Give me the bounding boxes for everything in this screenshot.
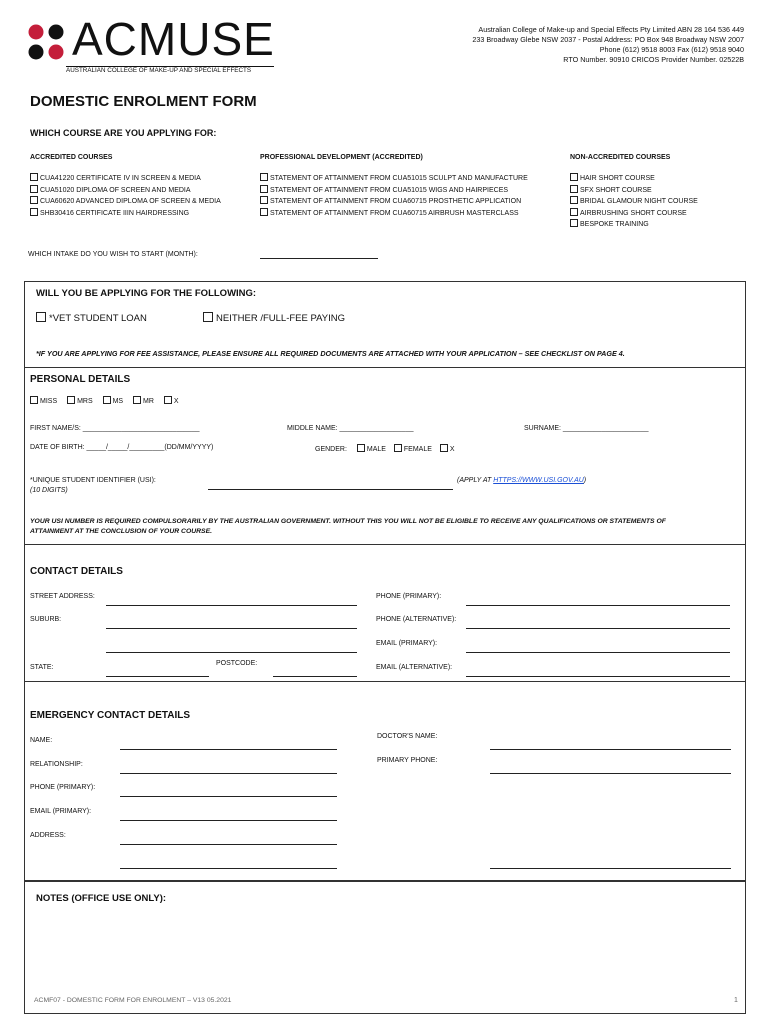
checkbox-icon[interactable] [203,312,213,322]
suburb-label: SUBURB: [30,616,62,623]
title-option-mr[interactable]: MR [133,398,154,405]
checkbox-icon[interactable] [103,396,111,404]
dob-field[interactable]: DATE OF BIRTH: _____/_____/_________(DD/MM/YYYY) [30,444,214,451]
emergency-phone-label: PHONE (PRIMARY): [30,784,96,791]
college-info-line: RTO Number. 90910 CRICOS Provider Number. 02522B [563,55,744,64]
street-label: STREET ADDRESS: [30,593,95,600]
suburb-field-2[interactable] [106,652,357,653]
college-info-line: Phone (612) 9518 8003 Fax (612) 9518 9040 [599,45,744,54]
emergency-address-label: ADDRESS: [30,832,66,839]
course-question: WHICH COURSE ARE YOU APPLYING FOR: [30,128,217,138]
title-option-mrs[interactable]: MRS [67,398,93,405]
emergency-name-label: NAME: [30,737,53,744]
accredited-heading: ACCREDITED COURSES [30,154,113,161]
logo [26,13,276,76]
checkbox-icon[interactable] [260,173,268,181]
emergency-email-label: EMAIL (PRIMARY): [30,808,92,815]
footer-form-code: ACMF07 - DOMESTIC FORM FOR ENROLMENT – V13 05.2021 [34,997,232,1004]
checkbox-icon[interactable] [30,208,38,216]
checkbox-icon[interactable] [570,219,578,227]
college-info [472,25,744,65]
doctor-extra-field[interactable] [490,868,731,869]
notes-heading: NOTES (OFFICE USE ONLY): [36,893,167,904]
course-option[interactable]: CUA60620 ADVANCED DIPLOMA OF SCREEN & MEDIA [30,196,221,208]
usi-field[interactable] [208,489,453,490]
relationship-label: RELATIONSHIP: [30,761,83,768]
usi-label: *UNIQUE STUDENT IDENTIFIER (USI): [30,477,156,484]
page-title: DOMESTIC ENROLMENT FORM [30,93,257,110]
course-option[interactable]: SFX SHORT COURSE [570,185,698,197]
surname-field[interactable]: SURNAME: ______________________ [524,425,649,432]
emergency-phone-field[interactable] [120,796,337,797]
email-primary-label: EMAIL (PRIMARY): [376,640,438,647]
page-number: 1 [734,997,738,1004]
gender-option-female[interactable]: FEMALE [394,446,432,453]
course-option[interactable]: BESPOKE TRAINING [570,219,698,231]
checkbox-icon[interactable] [394,444,402,452]
title-option-ms[interactable]: MS [103,398,124,405]
doctor-phone-field[interactable] [490,773,731,774]
checkbox-icon[interactable] [570,185,578,193]
suburb-field[interactable] [106,628,357,629]
state-field[interactable] [106,676,209,677]
checkbox-icon[interactable] [260,185,268,193]
email-primary-field[interactable] [466,652,730,653]
professional-list [260,173,528,219]
professional-heading: PROFESSIONAL DEVELOPMENT (ACCREDITED) [260,154,423,161]
usi-apply-hint: (APPLY AT HTTPS://WWW.USI.GOV.AU) [457,477,587,484]
fee-assistance-note: *IF YOU ARE APPLYING FOR FEE ASSISTANCE, PLEASE ENSURE ALL REQUIRED DOCUMENTS ARE ATTACHED WITH YOUR APPLICATION – SEE CHECKLIST ON PAGE 4. [36,349,625,358]
usi-digits-hint: (10 DIGITS) [30,487,68,494]
checkbox-icon[interactable] [570,173,578,181]
doctor-name-field[interactable] [490,749,731,750]
logo-subtitle: AUSTRALIAN COLLEGE OF MAKE-UP AND SPECIAL EFFECTS [66,67,252,74]
checkbox-icon[interactable] [30,396,38,404]
intake-label: WHICH INTAKE DO YOU WISH TO START (MONTH): [28,251,198,258]
title-option-x[interactable]: X [164,398,179,405]
vet-student-loan-option[interactable]: *VET STUDENT LOAN [36,312,147,324]
checkbox-icon[interactable] [357,444,365,452]
course-option[interactable]: BRIDAL GLAMOUR NIGHT COURSE [570,196,698,208]
street-field[interactable] [106,605,357,606]
usi-website-link[interactable]: HTTPS://WWW.USI.GOV.AU [493,477,584,484]
email-alt-field[interactable] [466,676,730,677]
course-option[interactable]: CUA51020 DIPLOMA OF SCREEN AND MEDIA [30,185,221,197]
checkbox-icon[interactable] [570,208,578,216]
phone-primary-field[interactable] [466,605,730,606]
phone-alt-label: PHONE (ALTERNATIVE): [376,616,457,623]
checkbox-icon[interactable] [30,173,38,181]
emergency-contact-heading: EMERGENCY CONTACT DETAILS [30,710,191,721]
title-options [30,396,179,405]
primary-phone-label: PRIMARY PHONE: [377,757,438,764]
doctor-name-label: DOCTOR'S NAME: [377,733,438,740]
checkbox-icon[interactable] [36,312,46,322]
non-accredited-heading: NON-ACCREDITED COURSES [570,154,671,161]
personal-details-heading: PERSONAL DETAILS [30,374,131,385]
contact-details-heading: CONTACT DETAILS [30,566,123,577]
checkbox-icon[interactable] [67,396,75,404]
college-info-line: Australian College of Make-up and Special Effects Pty Limited ABN 28 164 536 449 [478,25,744,34]
usi-note-line2: ATTAINMENT AT THE CONCLUSION OF YOUR COURSE. [30,528,213,535]
intake-field[interactable] [260,258,378,259]
course-option[interactable]: CUA41220 CERTIFICATE IV IN SCREEN & MEDIA [30,173,221,185]
phone-alt-field[interactable] [466,628,730,629]
email-alt-label: EMAIL (ALTERNATIVE): [376,664,453,671]
state-label: STATE: [30,664,54,671]
course-option[interactable]: HAIR SHORT COURSE [570,173,698,185]
phone-primary-label: PHONE (PRIMARY): [376,593,442,600]
course-option[interactable]: AIRBRUSHING SHORT COURSE [570,208,698,220]
course-option[interactable]: STATEMENT OF ATTAINMENT FROM CUA51015 SCULPT AND MANUFACTURE [260,173,528,185]
gender-group [315,444,455,453]
course-option[interactable]: STATEMENT OF ATTAINMENT FROM CUA60715 PROSTHETIC APPLICATION [260,196,528,208]
emergency-address-field[interactable] [120,844,337,845]
checkbox-icon[interactable] [260,208,268,216]
middle-name-field[interactable]: MIDDLE NAME: ___________________ [287,425,414,432]
checkbox-icon[interactable] [30,185,38,193]
gender-option-x[interactable]: X [440,446,455,453]
logo-dots-icon [26,22,70,66]
postcode-label: POSTCODE: [216,660,258,667]
checkbox-icon[interactable] [133,396,141,404]
college-info-line: 233 Broadway Glebe NSW 2037 - Postal Address: PO Box 948 Broadway NSW 2007 [472,35,744,44]
contact-details-box [24,544,746,683]
course-option[interactable]: SHB30416 CERTIFICATE IIIN HAIRDRESSING [30,208,221,220]
course-option[interactable]: STATEMENT OF ATTAINMENT FROM CUA60715 AIRBRUSH MASTERCLASS [260,208,528,220]
accredited-list [30,173,221,219]
checkbox-icon[interactable] [30,196,38,204]
checkbox-icon[interactable] [440,444,448,452]
gender-label: GENDER: [315,446,347,453]
relationship-field[interactable] [120,773,337,774]
checkbox-icon[interactable] [260,196,268,204]
title-option-miss[interactable]: MISS [30,398,57,405]
emergency-name-field[interactable] [120,749,337,750]
gender-option-male[interactable]: MALE [357,446,386,453]
postcode-field[interactable] [273,676,357,677]
emergency-address-field-2[interactable] [120,868,337,869]
first-name-field[interactable]: FIRST NAME/S: ______________________________ [30,425,200,432]
non-accredited-list [570,173,698,231]
course-option[interactable]: STATEMENT OF ATTAINMENT FROM CUA51015 WIGS AND HAIRPIECES [260,185,528,197]
full-fee-option[interactable]: NEITHER /FULL-FEE PAYING [203,312,345,324]
usi-note-line1: YOUR USI NUMBER IS REQUIRED COMPULSORARILY BY THE AUSTRALIAN GOVERNMENT. WITHOUT THIS YOU WILL NOT BE ELIGIBLE TO RECEIVE ANY QUALIFICATIONS OR STATEMENTS OF [30,518,666,525]
logo-wordmark: ACMUSE [72,13,275,65]
funding-question: WILL YOU BE APPLYING FOR THE FOLLOWING: [36,288,257,299]
checkbox-icon[interactable] [164,396,172,404]
emergency-email-field[interactable] [120,820,337,821]
checkbox-icon[interactable] [570,196,578,204]
